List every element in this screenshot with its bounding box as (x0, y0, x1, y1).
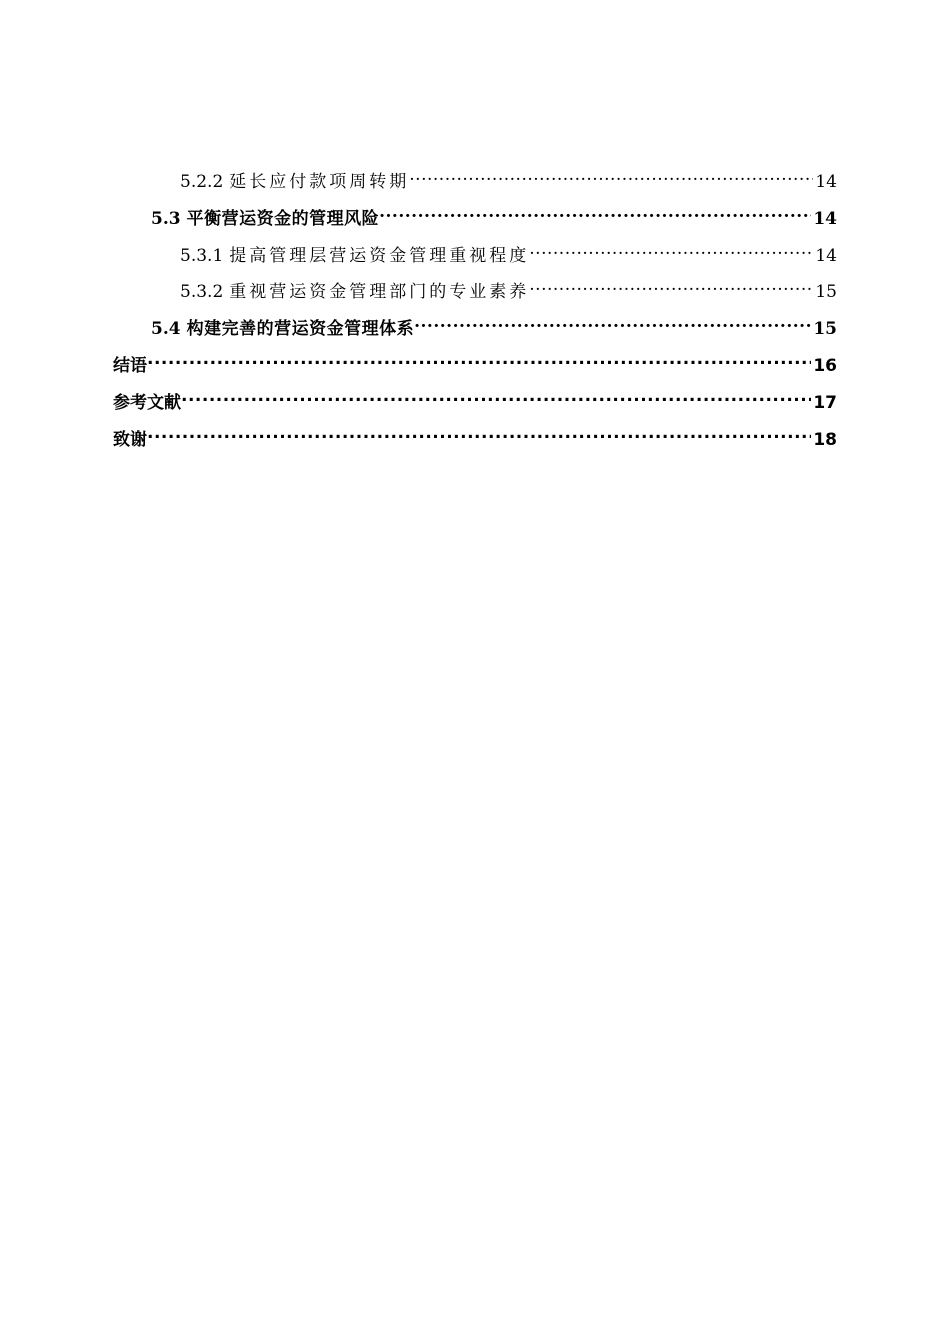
toc-entry-label (180, 244, 529, 268)
toc-entry-page: 15 (813, 319, 837, 340)
toc-entry-page: 17 (813, 392, 837, 413)
table-of-contents (113, 163, 837, 457)
toc-entry-5-3[interactable] (113, 200, 837, 237)
toc-dot-leader (147, 421, 811, 445)
toc-entry-title: 结语 (113, 355, 147, 376)
toc-entry-page: 14 (815, 172, 837, 192)
toc-entry-references[interactable] (113, 384, 837, 421)
toc-entry-label (113, 428, 147, 452)
toc-entry-page: 14 (815, 245, 837, 266)
toc-dot-leader (147, 347, 811, 371)
toc-entry-label (180, 170, 409, 194)
toc-entry-5-3-2[interactable] (113, 273, 837, 310)
toc-dot-leader (529, 237, 813, 261)
toc-dot-leader (414, 310, 811, 334)
toc-entry-label (151, 207, 379, 231)
toc-entry-acknowledgements[interactable] (113, 421, 837, 458)
toc-dot-leader (181, 384, 811, 408)
toc-entry-title: 重视营运资金管理部门的专业素养 (229, 282, 530, 303)
toc-entry-title: 参考文献 (113, 392, 181, 413)
toc-entry-number: 5.3.2 (180, 282, 224, 303)
toc-dot-leader (379, 200, 811, 224)
toc-entry-title: 延长应付款项周转期 (229, 172, 410, 192)
toc-entry-number: 5.4 (151, 319, 181, 340)
toc-entry-5-3-1[interactable] (113, 237, 837, 274)
toc-entry-label (113, 354, 147, 378)
toc-entry-page: 15 (815, 282, 837, 303)
toc-entry-label (151, 317, 414, 341)
toc-entry-page: 16 (813, 355, 837, 376)
toc-entry-number: 5.3 (151, 208, 181, 229)
toc-dot-leader (529, 273, 813, 297)
toc-entry-number: 5.3.1 (180, 245, 224, 266)
toc-entry-page: 18 (813, 429, 837, 450)
toc-entry-title: 提高管理层营运资金管理重视程度 (229, 245, 530, 266)
toc-entry-title: 致谢 (113, 429, 147, 450)
toc-entry-number: 5.2.2 (180, 172, 224, 192)
toc-entry-5-2-2[interactable] (113, 163, 837, 200)
toc-entry-conclusion[interactable] (113, 347, 837, 384)
toc-entry-label (113, 391, 181, 415)
toc-entry-title: 构建完善的营运资金管理体系 (186, 319, 415, 340)
toc-dot-leader (409, 163, 813, 187)
toc-entry-page: 14 (813, 208, 837, 229)
toc-entry-5-4[interactable] (113, 310, 837, 347)
toc-entry-title: 平衡营运资金的管理风险 (186, 208, 380, 229)
toc-entry-label (180, 280, 529, 304)
